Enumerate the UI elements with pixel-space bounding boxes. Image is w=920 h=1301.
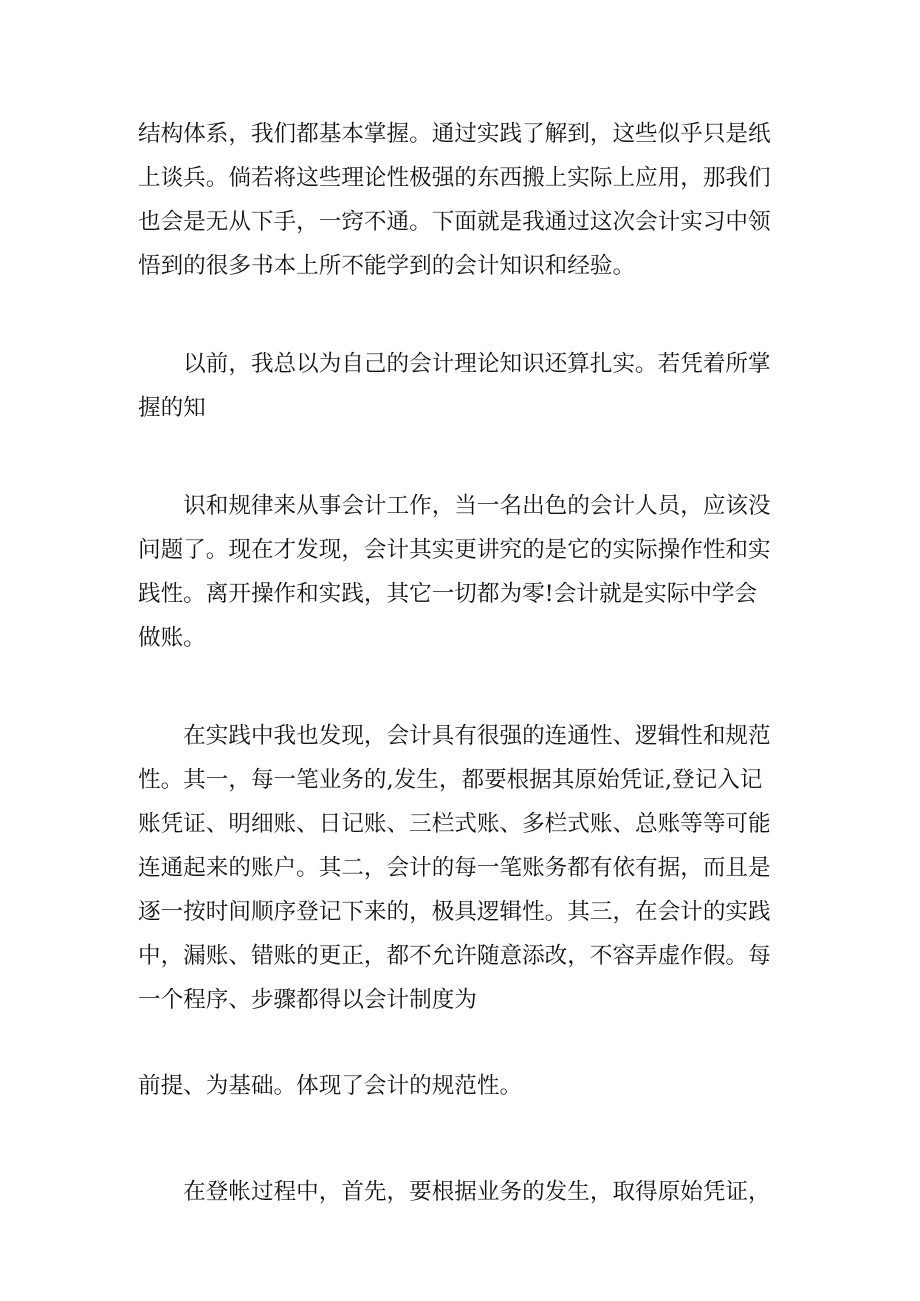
paragraph-gap [138,430,798,484]
text-line: 中，漏账、错账的更正，都不允许随意添改，不容弄虚作假。每 [138,943,771,969]
paragraph-4 [138,714,798,1022]
paragraph-gap [138,1108,798,1170]
text-line: 以前，我总以为自己的会计理论知识还算扎实。若凭着所掌 [138,351,771,377]
paragraph-2 [138,342,798,430]
paragraph-gap [138,288,798,342]
text-line: 性。其一，每一笔业务的,发生，都要根据其原始凭证,登记入记 [138,767,763,793]
text-line: 在登帐过程中，首先，要根据业务的发生，取得原始凭证， [138,1179,771,1205]
text-line: 握的知 [138,395,206,421]
paragraph-gap [138,1022,798,1064]
text-line: 账凭证、明细账、日记账、三栏式账、多栏式账、总账等等可能 [138,811,771,837]
text-line: 在实践中我也发现，会计具有很强的连通性、逻辑性和规范 [138,723,771,749]
text-line: 识和规律来从事会计工作，当一名出色的会计人员，应该没 [138,493,771,519]
paragraph-gap [138,660,798,714]
text-line: 做账。 [138,625,206,651]
body-text [138,112,798,1214]
text-line: 问题了。现在才发现，会计其实更讲究的是它的实际操作性和实 [138,537,771,563]
paragraph-1 [138,112,798,288]
text-line: 悟到的很多书本上所不能学到的会计知识和经验。 [138,253,636,279]
text-line: 连通起来的账户。其二，会计的每一笔账务都有依有据，而且是 [138,855,771,881]
text-line: 一个程序、步骤都得以会计制度为 [138,987,477,1013]
text-line: 也会是无从下手，一窍不通。下面就是我通过这次会计实习中领 [138,209,771,235]
text-line: 践性。离开操作和实践，其它一切都为零!会计就是实际中学会 [138,581,758,607]
text-line: 逐一按时间顺序登记下来的，极具逻辑性。其三，在会计的实践 [138,899,771,925]
paragraph-6 [138,1170,798,1214]
text-line: 结构体系，我们都基本掌握。通过实践了解到，这些似乎只是纸 [138,121,771,147]
paragraph-5 [138,1064,798,1108]
text-line: 上谈兵。倘若将这些理论性极强的东西搬上实际上应用，那我们 [138,165,771,191]
text-line: 前提、为基础。体现了会计的规范性。 [138,1073,523,1099]
paragraph-3 [138,484,798,660]
